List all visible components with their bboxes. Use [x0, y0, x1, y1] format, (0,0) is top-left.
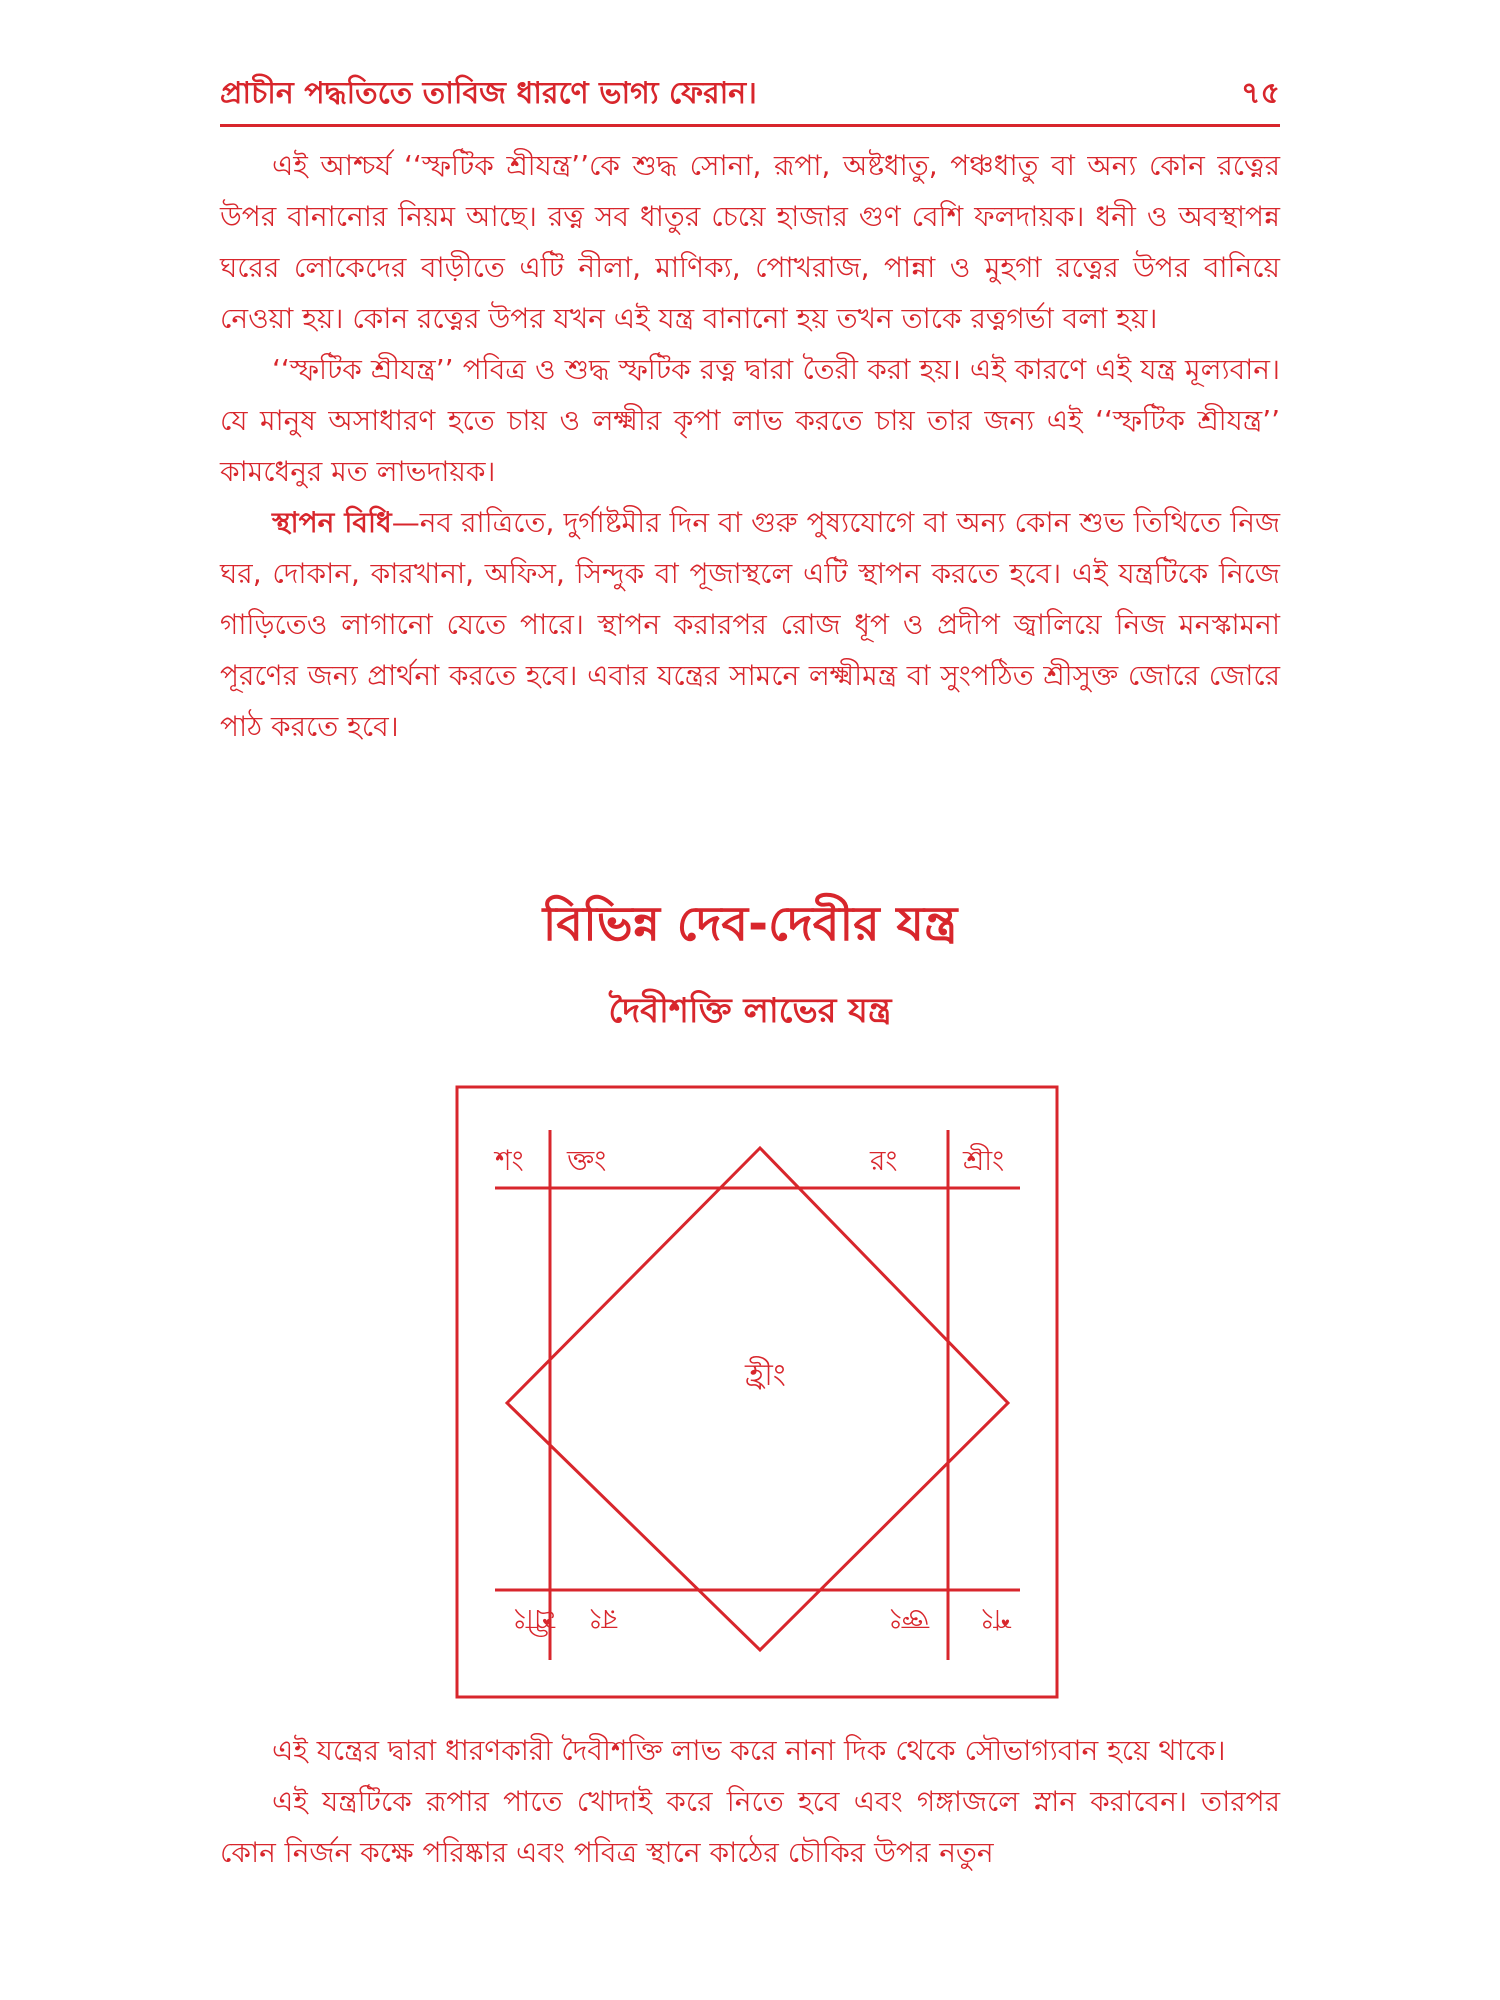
page-number: ৭৫: [1241, 76, 1280, 111]
yantra-bottom-right-outer: শং: [981, 1603, 1010, 1636]
paragraph: এই আশ্চর্য ‘‘স্ফটিক শ্রীযন্ত্র’’কে শুদ্ধ সোনা, রূপা, অষ্টধাতু, পঞ্চধাতু বা অন্য কোন রত্নের উপর বানানোর নিয়ম আছে। রত্ন সব ধাতুর চেয়ে হাজার গুণ বেশি ফলদায়ক। ধনী ও অবস্থাপন্ন ঘরের লোকেদের বাড়ীতে এটি নীলা, মাণিক্য, পোখরাজ, পান্না ও মুহগা রত্নের উপর বানিয়ে নেওয়া হয়। কোন রত্নের উপর যখন এই যন্ত্র বানানো হয় তখন তাকে রত্নগর্ভা বলা হয়।: [220, 149, 1280, 335]
paragraph: এই যন্ত্রের দ্বারা ধারণকারী দৈবীশক্তি লাভ করে নানা দিক থেকে সৌভাগ্যবান হয়ে থাকে।: [272, 1734, 1226, 1767]
paragraph: এই যন্ত্রটিকে রূপার পাতে খোদাই করে নিতে হবে এবং গঙ্গাজলে স্নান করাবেন। তারপর কোন নির্জন কক্ষে পরিষ্কার এবং পবিত্র স্থানে কাঠের চৌকির উপর নতুন: [220, 1785, 1280, 1869]
installation-text: —নব রাত্রিতে, দুর্গাষ্টমীর দিন বা গুরু পুষ্যযোগে বা অন্য কোন শুভ তিথিতে নিজ ঘর, দোকান, কারখানা, অফিস, সিন্দুক বা পূজাস্থলে এটি স্থাপন করতে হবে। এই যন্ত্রটিকে নিজে গাড়িতেও লাগানো যেতে পারে। স্থাপন করারপর রোজ ধূপ ও প্রদীপ জ্বালিয়ে নিজ মনস্কামনা পূরণের জন্য প্রার্থনা করতে হবে। এবার যন্ত্রের সামনে লক্ষ্মীমন্ত্র বা সুংপঠিত শ্রীসুক্ত জোরে জোরে পাঠ করতে হবে।: [220, 506, 1280, 743]
yantra-bottom-left-outer: শ্রীং: [513, 1603, 555, 1636]
yantra-bottom-right-inner: ক্তং: [889, 1603, 929, 1636]
header-title: প্রাচীন পদ্ধতিতে তাবিজ ধারণে ভাগ্য ফেরান।: [220, 76, 757, 111]
text-block-bottom: [220, 1725, 1280, 1878]
yantra-top-right-outer: শ্রীং: [963, 1144, 1005, 1177]
section-title: বিভিন্ন দেব-দেবীর যন্ত্র: [542, 896, 958, 952]
header-divider: [220, 124, 1280, 127]
text-block-top: [220, 140, 1280, 752]
yantra-top-right-inner: রং: [870, 1144, 898, 1177]
yantra-center: হ্রীং: [745, 1358, 786, 1393]
yantra-diagram: [455, 1085, 1060, 1700]
installation-label: স্থাপন বিধি: [272, 506, 392, 539]
paragraph: ‘‘স্ফটিক শ্রীযন্ত্র’’ পবিত্র ও শুদ্ধ স্ফটিক রত্ন দ্বারা তৈরী করা হয়। এই কারণে এই যন্ত্র মূল্যবান। যে মানুষ অসাধারণ হতে চায় ও লক্ষ্মীর কৃপা লাভ করতে চায় তার জন্য এই ‘‘স্ফটিক শ্রীযন্ত্র’’ কামধেনুর মত লাভদায়ক।: [220, 353, 1280, 488]
installation-paragraph: [220, 497, 1280, 752]
yantra-bottom-left-inner: রং: [589, 1603, 617, 1636]
yantra-top-left-inner: ক্তং: [567, 1144, 607, 1177]
yantra-top-left-outer: শং: [495, 1144, 524, 1177]
sub-title: দৈবীশক্তি লাভের যন্ত্র: [608, 991, 892, 1031]
running-header: [220, 60, 1280, 120]
yantra-diamond: [507, 1148, 1008, 1650]
